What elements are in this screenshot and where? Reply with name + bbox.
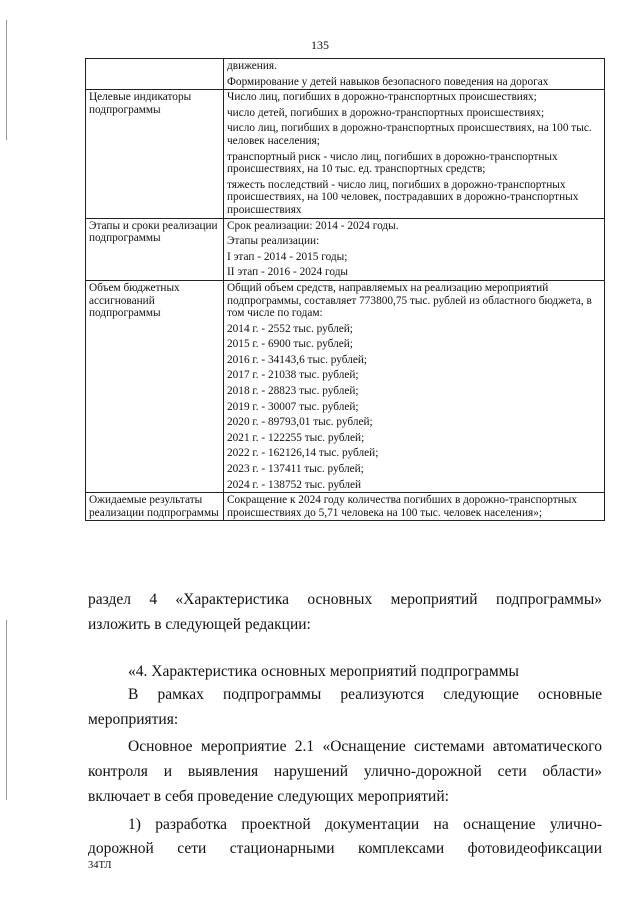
cell-line: движения. — [227, 60, 277, 72]
cell-line: 2019 г. - 30007 тыс. рублей; — [227, 400, 359, 413]
cell-line: 2017 г. - 21038 тыс. рублей; — [227, 369, 359, 382]
row-content — [224, 59, 605, 90]
row-label: Целевые индикаторы подпрограммы — [86, 90, 224, 218]
amendment-paragraph: раздел 4 «Характеристика основных мероприятий подпрограммы» — [88, 591, 602, 608]
table-row — [86, 90, 605, 218]
body-paragraph-cont: контроля и выявления нарушений улично-дорожной сети области» — [88, 763, 602, 780]
scan-margin-line — [6, 620, 7, 800]
page-number: 135 — [311, 38, 329, 52]
cell-line: 2018 г. - 28823 тыс. рублей; — [227, 385, 359, 398]
table-row — [86, 218, 605, 280]
cell-line: тяжесть последствий - число лиц, погибших в дорожно-транспортных происшествиях, на 100 человек, пострадавших в дорожно-транспортных происшествиях — [227, 178, 579, 216]
section-heading: «4. Характеристика основных мероприятий подпрограммы — [128, 663, 519, 680]
table-row — [86, 280, 605, 492]
body-paragraph: Основное мероприятие 2.1 «Оснащение системами автоматического — [128, 738, 602, 755]
subprogram-passport-table — [85, 58, 605, 521]
cell-line: Общий объем средств, направляемых на реализацию мероприятий подпрограммы, составляет 773800,75 тыс. рублей из областного бюджета, в том числе по годам: — [227, 281, 592, 320]
cell-line: 2024 г. - 138752 тыс. рублей — [227, 478, 362, 491]
cell-line: Формирование у детей навыков безопасного поведения на дорогах — [227, 75, 549, 88]
table-row — [86, 493, 605, 521]
row-label: Ожидаемые результаты реализации подпрограммы — [86, 493, 224, 521]
row-content — [224, 218, 605, 280]
body-paragraph: 1) разработка проектной документации на оснащение улично- — [128, 816, 602, 833]
body-paragraph: В рамках подпрограммы реализуются следующие основные — [128, 686, 602, 703]
cell-line: Сокращение к 2024 году количества погибших в дорожно-транспортных происшествиях до 5,71 человека на 100 тыс. человек населения»; — [227, 494, 578, 519]
cell-line: Число лиц, погибших в дорожно-транспортных происшествиях; — [227, 91, 537, 104]
cell-line: транспортный риск - число лиц, погибших в дорожно-транспортных происшествиях, на 10 тыс. ед. транспортных средств; — [227, 150, 558, 176]
amendment-paragraph-cont: изложить в следующей редакции: — [88, 616, 311, 633]
row-label — [86, 59, 224, 90]
row-content — [224, 90, 605, 218]
cell-line: 2020 г. - 89793,01 тыс. рублей; — [227, 416, 373, 429]
footer-code: 34ТЛ — [88, 860, 112, 871]
row-label: Этапы и сроки реализации подпрограммы — [86, 218, 224, 280]
cell-line: II этап - 2016 - 2024 годы — [227, 266, 349, 279]
cell-line: 2015 г. - 6900 тыс. рублей; — [227, 338, 353, 351]
row-content — [224, 280, 605, 492]
row-content — [224, 493, 605, 521]
body-paragraph-cont: мероприятия: — [88, 711, 179, 728]
body-paragraph-cont: включает в себя проведение следующих мероприятий: — [88, 788, 449, 805]
row-label: Объем бюджетных ассигнований подпрограммы — [86, 280, 224, 492]
cell-line: 2023 г. - 137411 тыс. рублей; — [227, 463, 364, 476]
body-paragraph-cont: дорожной сети стационарными комплексами фотовидеофиксации — [88, 840, 602, 857]
cell-line: 2021 г. - 122255 тыс. рублей; — [227, 431, 365, 444]
cell-line: Этапы реализации: — [227, 235, 320, 248]
cell-line: число лиц, погибших в дорожно-транспортных происшествиях, на 100 тыс. человек населения; — [227, 122, 592, 147]
cell-line: Срок реализации: 2014 - 2024 годы. — [227, 219, 399, 232]
cell-line: число детей, погибших в дорожно-транспортных происшествиях; — [227, 106, 545, 119]
cell-line: 2016 г. - 34143,6 тыс. рублей; — [227, 353, 368, 366]
table-row — [86, 59, 605, 90]
cell-line: 2014 г. - 2552 тыс. рублей; — [227, 322, 353, 335]
cell-line: I этап - 2014 - 2015 годы; — [227, 250, 348, 263]
cell-line: 2022 г. - 162126,14 тыс. рублей; — [227, 447, 379, 460]
